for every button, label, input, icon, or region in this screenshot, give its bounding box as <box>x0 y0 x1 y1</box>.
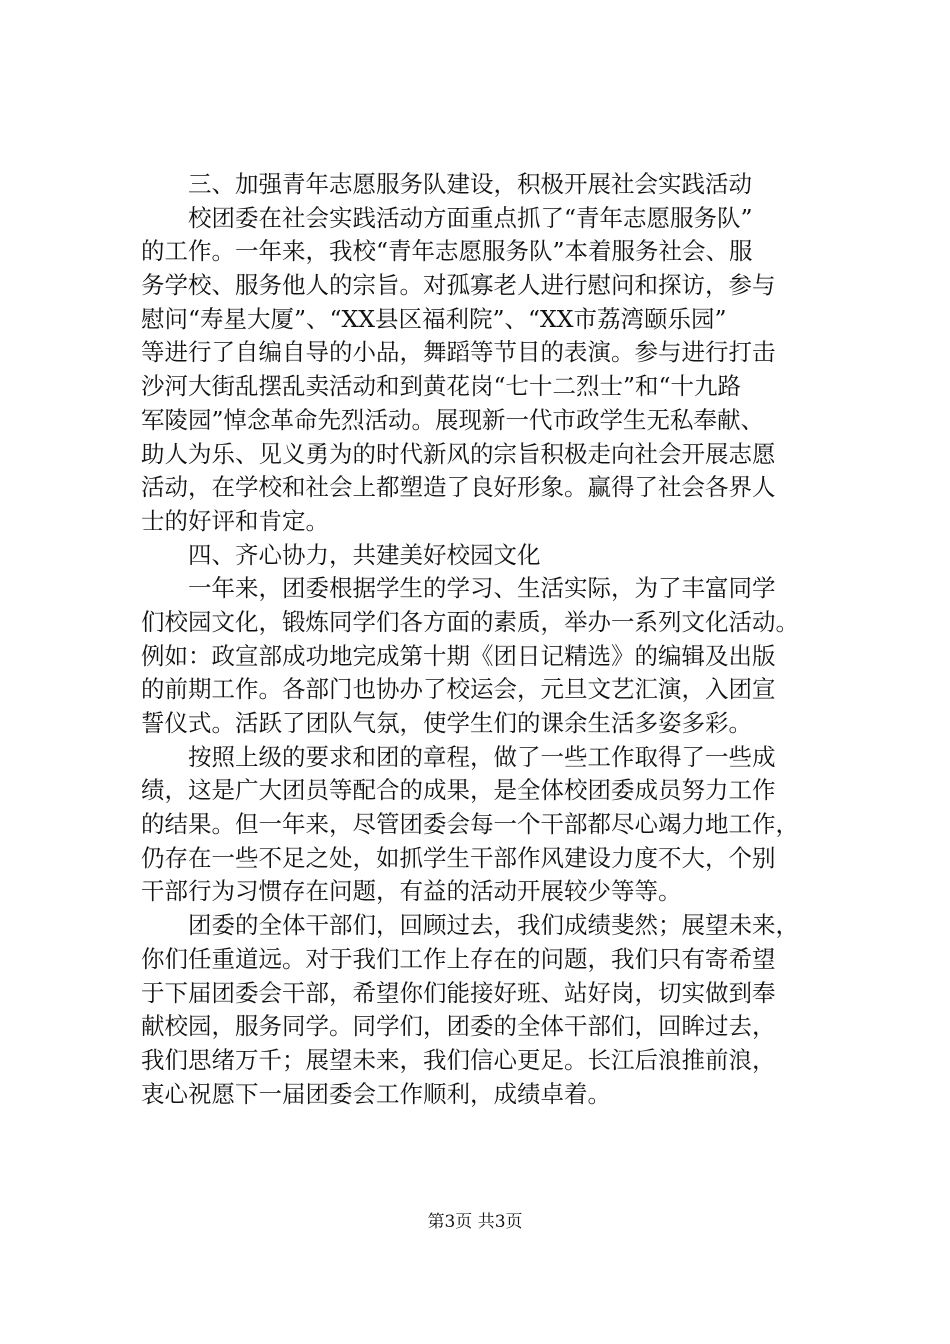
paragraph-line: 我们思绪万千；展望未来，我们信心更足。长江后浪推前浪， <box>141 1045 776 1074</box>
paragraph-line: 你们任重道远。对于我们工作上存在的问题，我们只有寄希望 <box>141 944 776 973</box>
paragraph-line: 活动，在学校和社会上都塑造了良好形象。赢得了社会各界人 <box>141 473 776 502</box>
paragraph-line: 团委的全体干部们，回顾过去，我们成绩斐然；展望未来， <box>188 911 799 940</box>
paragraph-line: 助人为乐、见义勇为的时代新风的宗旨积极走向社会开展志愿 <box>141 439 776 468</box>
page-number: 第3页 共3页 <box>427 1212 523 1232</box>
section-heading: 四、齐心协力，共建美好校园文化 <box>188 540 541 569</box>
paragraph-line: 军陵园”悼念革命先烈活动。展现新一代市政学生无私奉献、 <box>141 405 765 434</box>
paragraph-line: 沙河大街乱摆乱卖活动和到黄花岗“七十二烈士”和“十九路 <box>141 372 742 401</box>
paragraph-line: 献校园，服务同学。同学们，团委的全体干部们，回眸过去， <box>141 1012 776 1041</box>
paragraph-line: 务学校、服务他人的宗旨。对孤寡老人进行慰问和探访，参与 <box>141 271 776 300</box>
paragraph-line: 干部行为习惯存在问题，有益的活动开展较少等等。 <box>141 877 682 906</box>
paragraph-line: 的结果。但一年来，尽管团委会每一个干部都尽心竭力地工作， <box>141 810 799 839</box>
paragraph-line: 誓仪式。活跃了团队气氛，使学生们的课余生活多姿多彩。 <box>141 709 752 737</box>
paragraph-line: 等进行了自编自导的小品，舞蹈等节目的表演。参与进行打击 <box>141 338 776 367</box>
paragraph-line: 慰问“寿星大厦”、“XX县区福利院”、“XX市荔湾颐乐园” <box>141 304 727 333</box>
paragraph-line: 的前期工作。各部门也协办了校运会，元旦文艺汇演，入团宣 <box>141 675 776 704</box>
paragraph-line: 一年来，团委根据学生的学习、生活实际，为了丰富同学 <box>188 574 776 603</box>
paragraph-line: 士的好评和肯定。 <box>141 506 329 535</box>
paragraph-line: 衷心祝愿下一届团委会工作顺利，成绩卓着。 <box>141 1079 611 1108</box>
paragraph-line: 们校园文化，锻炼同学们各方面的素质，举办一系列文化活动。 <box>141 607 799 636</box>
section-heading: 三、加强青年志愿服务队建设，积极开展社会实践活动 <box>188 170 752 198</box>
paragraph-line: 仍存在一些不足之处，如抓学生干部作风建设力度不大，个别 <box>141 843 776 872</box>
paragraph-line: 校团委在社会实践活动方面重点抓了“青年志愿服务队” <box>188 203 753 232</box>
paragraph-line: 例如：政宣部成功地完成第十期《团日记精选》的编辑及出版 <box>141 641 776 670</box>
paragraph-line: 绩，这是广大团员等配合的成果，是全体校团委成员努力工作 <box>141 776 776 805</box>
paragraph-line: 于下届团委会干部，希望你们能接好班、站好岗，切实做到奉 <box>141 978 776 1007</box>
document-body <box>141 168 841 1111</box>
paragraph-line: 的工作。一年来，我校“青年志愿服务队”本着服务社会、服 <box>141 237 753 266</box>
paragraph-line: 按照上级的要求和团的章程，做了一些工作取得了一些成 <box>188 742 776 771</box>
